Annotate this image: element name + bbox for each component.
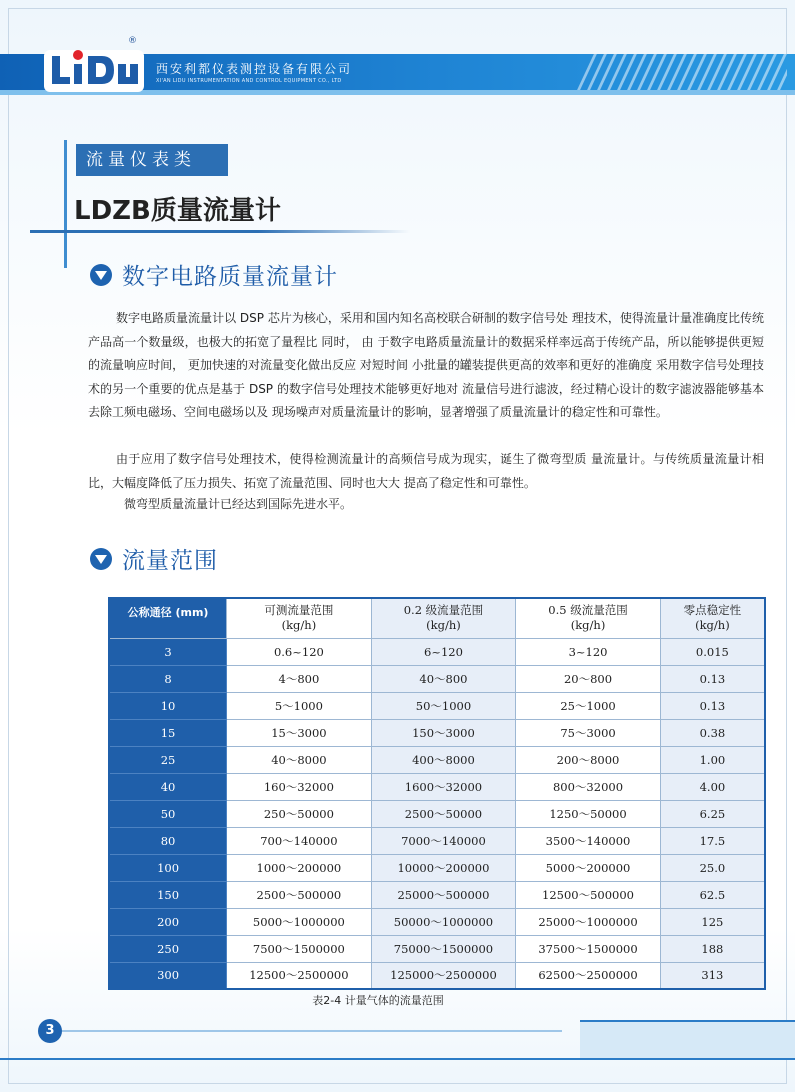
cell-measurable-range: 12500～2500000 xyxy=(227,962,372,989)
page-number: 3 xyxy=(38,1019,62,1043)
triangle-bullet-icon xyxy=(90,548,112,570)
page-number-rule xyxy=(62,1030,562,1032)
section-heading-text: 数字电路质量流量计 xyxy=(122,264,338,290)
section-heading-flow-range xyxy=(90,542,218,575)
table-row xyxy=(109,935,765,962)
company-logo xyxy=(44,40,144,92)
cell-zero-stability: 0.38 xyxy=(660,719,765,746)
section-heading-digital xyxy=(90,258,338,291)
cell-0.2-class-range: 7000～140000 xyxy=(371,827,516,854)
cell-nominal-diameter: 300 xyxy=(109,962,227,989)
cell-zero-stability: 188 xyxy=(660,935,765,962)
cell-nominal-diameter: 80 xyxy=(109,827,227,854)
cell-0.2-class-range: 6~120 xyxy=(371,638,516,665)
table-row xyxy=(109,908,765,935)
cell-zero-stability: 6.25 xyxy=(660,800,765,827)
cell-measurable-range: 15～3000 xyxy=(227,719,372,746)
cell-measurable-range: 700～140000 xyxy=(227,827,372,854)
cell-zero-stability: 313 xyxy=(660,962,765,989)
table-row xyxy=(109,773,765,800)
paragraph: 微弯型质量流量计已经达到国际先进水平。 xyxy=(124,497,353,511)
cell-0.5-class-range: 200～8000 xyxy=(516,746,661,773)
cell-nominal-diameter: 40 xyxy=(109,773,227,800)
cell-nominal-diameter: 50 xyxy=(109,800,227,827)
cell-nominal-diameter: 8 xyxy=(109,665,227,692)
table-row xyxy=(109,746,765,773)
cell-nominal-diameter: 200 xyxy=(109,908,227,935)
cell-0.2-class-range: 2500～50000 xyxy=(371,800,516,827)
cell-0.2-class-range: 75000～1500000 xyxy=(371,935,516,962)
cell-nominal-diameter: 10 xyxy=(109,692,227,719)
cell-measurable-range: 0.6~120 xyxy=(227,638,372,665)
cell-0.5-class-range: 20～800 xyxy=(516,665,661,692)
cell-0.2-class-range: 150～3000 xyxy=(371,719,516,746)
cell-0.5-class-range: 1250～50000 xyxy=(516,800,661,827)
section-heading-text: 流量范围 xyxy=(122,548,218,574)
cell-0.2-class-range: 1600～32000 xyxy=(371,773,516,800)
header-0.2-class-range xyxy=(371,598,516,638)
footer-line xyxy=(0,1058,795,1060)
cell-zero-stability: 4.00 xyxy=(660,773,765,800)
header-line: 公称通径 (mm) xyxy=(127,606,209,619)
header-nominal-diameter xyxy=(109,598,227,638)
cell-measurable-range: 5～1000 xyxy=(227,692,372,719)
table-row xyxy=(109,665,765,692)
header-0.5-class-range xyxy=(516,598,661,638)
cell-0.2-class-range: 25000～500000 xyxy=(371,881,516,908)
header-line: 零点稳定性 xyxy=(683,603,742,618)
table-row xyxy=(109,719,765,746)
cell-zero-stability: 0.13 xyxy=(660,665,765,692)
header-line: 0.5 级流量范围 xyxy=(548,603,628,618)
cell-0.5-class-range: 25000～1000000 xyxy=(516,908,661,935)
paragraph: 由于应用了数字信号处理技术，使得检测流量计的高频信号成为现实，诞生了微弯型质 量流量计。与传统质量流量计相比，大幅度降低了压力损失、拓宽了流量范围、同时也大大 提高了稳定性和可靠性。 xyxy=(88,452,764,490)
table-row xyxy=(109,881,765,908)
cell-measurable-range: 40～8000 xyxy=(227,746,372,773)
table-row xyxy=(109,962,765,989)
cell-measurable-range: 4～800 xyxy=(227,665,372,692)
cell-measurable-range: 7500～1500000 xyxy=(227,935,372,962)
cell-0.2-class-range: 125000～2500000 xyxy=(371,962,516,989)
cell-0.2-class-range: 40～800 xyxy=(371,665,516,692)
header-unit: (kg/h) xyxy=(695,618,730,633)
cell-zero-stability: 25.0 xyxy=(660,854,765,881)
company-name-cn: 西安利都仪表测控设备有限公司 xyxy=(156,62,353,76)
registered-mark: ® xyxy=(128,36,137,46)
header xyxy=(0,0,795,100)
cell-zero-stability: 125 xyxy=(660,908,765,935)
cell-zero-stability: 1.00 xyxy=(660,746,765,773)
cell-0.5-class-range: 37500～1500000 xyxy=(516,935,661,962)
cell-0.2-class-range: 400～8000 xyxy=(371,746,516,773)
footer-band xyxy=(580,1020,795,1058)
cell-zero-stability: 0.015 xyxy=(660,638,765,665)
cell-0.5-class-range: 3500～140000 xyxy=(516,827,661,854)
table-caption: 表2-4 计量气体的流量范围 xyxy=(312,994,444,1007)
paragraph: 数字电路质量流量计以 DSP 芯片为核心，采用和国内知名高校联合研制的数字信号处 理技术，使得流量计量准确度比传统产品高一个数量级，也极大的拓宽了量程比 同时， 由 于数字电路质量流量计的数据采样率远高于传统产品，所以能够提供更短的流量响应时间， 更加快速的对流量变化做出反应 对短时间 小批量的罐装提供更高的效率和更好的准确度 采用数字信号处理技术的另一个重要的优点是基于 DSP 的数字信号处理技术能够更好地对 流量信号进行滤波，经过精心设计的数字滤波器能够基本去除工频电磁场、空间电磁场以及 现场噪声对质量流量计的影响，显著增强了质量流量计的稳定性和可靠性。 xyxy=(88,311,764,419)
cell-0.5-class-range: 5000～200000 xyxy=(516,854,661,881)
cell-0.5-class-range: 25～1000 xyxy=(516,692,661,719)
flow-range-table xyxy=(108,597,766,990)
cell-zero-stability: 62.5 xyxy=(660,881,765,908)
cell-zero-stability: 17.5 xyxy=(660,827,765,854)
cell-0.2-class-range: 50000～1000000 xyxy=(371,908,516,935)
header-zero-stability xyxy=(660,598,765,638)
cell-measurable-range: 5000～1000000 xyxy=(227,908,372,935)
cell-zero-stability: 0.13 xyxy=(660,692,765,719)
cell-0.5-class-range: 12500～500000 xyxy=(516,881,661,908)
cell-nominal-diameter: 150 xyxy=(109,881,227,908)
header-unit: (kg/h) xyxy=(426,618,461,633)
cell-nominal-diameter: 25 xyxy=(109,746,227,773)
cell-0.5-class-range: 62500～2500000 xyxy=(516,962,661,989)
table-header-row xyxy=(109,598,765,638)
cell-measurable-range: 2500～500000 xyxy=(227,881,372,908)
category-tag: 流量仪表类 xyxy=(76,144,228,176)
table-row xyxy=(109,827,765,854)
table-row xyxy=(109,800,765,827)
header-unit: (kg/h) xyxy=(281,618,317,633)
title-underline xyxy=(30,230,410,233)
table-row xyxy=(109,638,765,665)
header-line: 0.2 级流量范围 xyxy=(403,603,484,618)
page-title: LDZB质量流量计 xyxy=(74,196,281,226)
cell-nominal-diameter: 250 xyxy=(109,935,227,962)
cell-nominal-diameter: 100 xyxy=(109,854,227,881)
cell-nominal-diameter: 3 xyxy=(109,638,227,665)
table-row xyxy=(109,692,765,719)
cell-0.5-class-range: 3~120 xyxy=(516,638,661,665)
cell-0.5-class-range: 75～3000 xyxy=(516,719,661,746)
triangle-bullet-icon xyxy=(90,264,112,286)
title-vertical-rule xyxy=(64,140,67,268)
table-row xyxy=(109,854,765,881)
header-unit: (kg/h) xyxy=(570,618,606,633)
cell-measurable-range: 250～50000 xyxy=(227,800,372,827)
header-measurable-range xyxy=(227,598,372,638)
cell-nominal-diameter: 15 xyxy=(109,719,227,746)
cell-0.2-class-range: 50～1000 xyxy=(371,692,516,719)
company-name-en: XI'AN LIDU INSTRUMENTATION AND CONTROL EQUIPMENT CO., LTD xyxy=(156,78,342,84)
cell-measurable-range: 160～32000 xyxy=(227,773,372,800)
header-stripes-decoration xyxy=(577,54,787,90)
cell-0.5-class-range: 800～32000 xyxy=(516,773,661,800)
header-line: 可测流量范围 xyxy=(264,603,334,618)
table-body xyxy=(109,638,765,989)
cell-0.2-class-range: 10000～200000 xyxy=(371,854,516,881)
cell-measurable-range: 1000～200000 xyxy=(227,854,372,881)
